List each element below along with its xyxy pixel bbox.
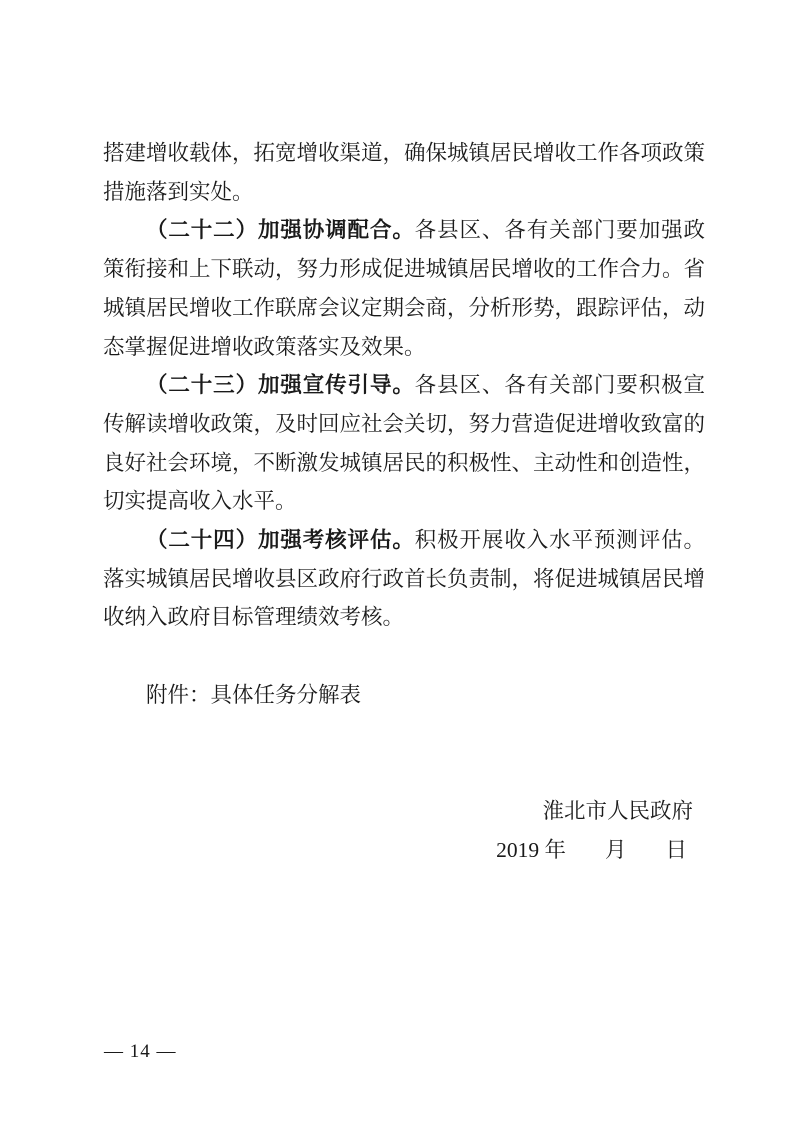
section-paragraph-24: [103, 521, 705, 637]
section-paragraph-22: [103, 211, 705, 366]
section-text-23: 各县区、各有关部门要积极宣传解读增收政策，及时回应社会关切，努力营造促进增收致富的良好社会环境，不断激发城镇居民的积极性、主动性和创造性，切实提高收入水平。: [103, 373, 706, 514]
section-text-24: 积极开展收入水平预测评估。落实城镇居民增收县区政府行政首长负责制，将促进城镇居民增收纳入政府目标管理绩效考核。: [103, 528, 706, 630]
signature-issuer: 淮北市人民政府: [542, 798, 693, 823]
signature-date-day: 日: [665, 837, 687, 862]
document-body: [103, 134, 705, 869]
body-paragraph-continuation: 搭建增收载体，拓宽增收渠道，确保城镇居民增收工作各项政策措施落到实处。: [103, 141, 706, 204]
signature-date: [103, 831, 705, 870]
signature-date-month: 月: [604, 837, 627, 862]
signature-date-year: 2019 年: [496, 837, 566, 862]
signature-block: [103, 792, 705, 869]
section-heading-24: （二十四）加强考核评估。: [146, 528, 415, 553]
page-number: — 14 —: [104, 1041, 177, 1062]
section-paragraph-23: [103, 366, 705, 521]
section-heading-22: （二十二）加强协调配合。: [146, 218, 415, 243]
section-text-22: 各县区、各有关部门要加强政策衔接和上下联动，努力形成促进城镇居民增收的工作合力。省城镇居民增收工作联席会议定期会商，分析形势，跟踪评估，动态掌握促进增收政策落实及效果。: [103, 218, 706, 359]
section-heading-23: （二十三）加强宣传引导。: [146, 373, 415, 398]
attachment-note: 附件：具体任务分解表: [146, 682, 362, 707]
